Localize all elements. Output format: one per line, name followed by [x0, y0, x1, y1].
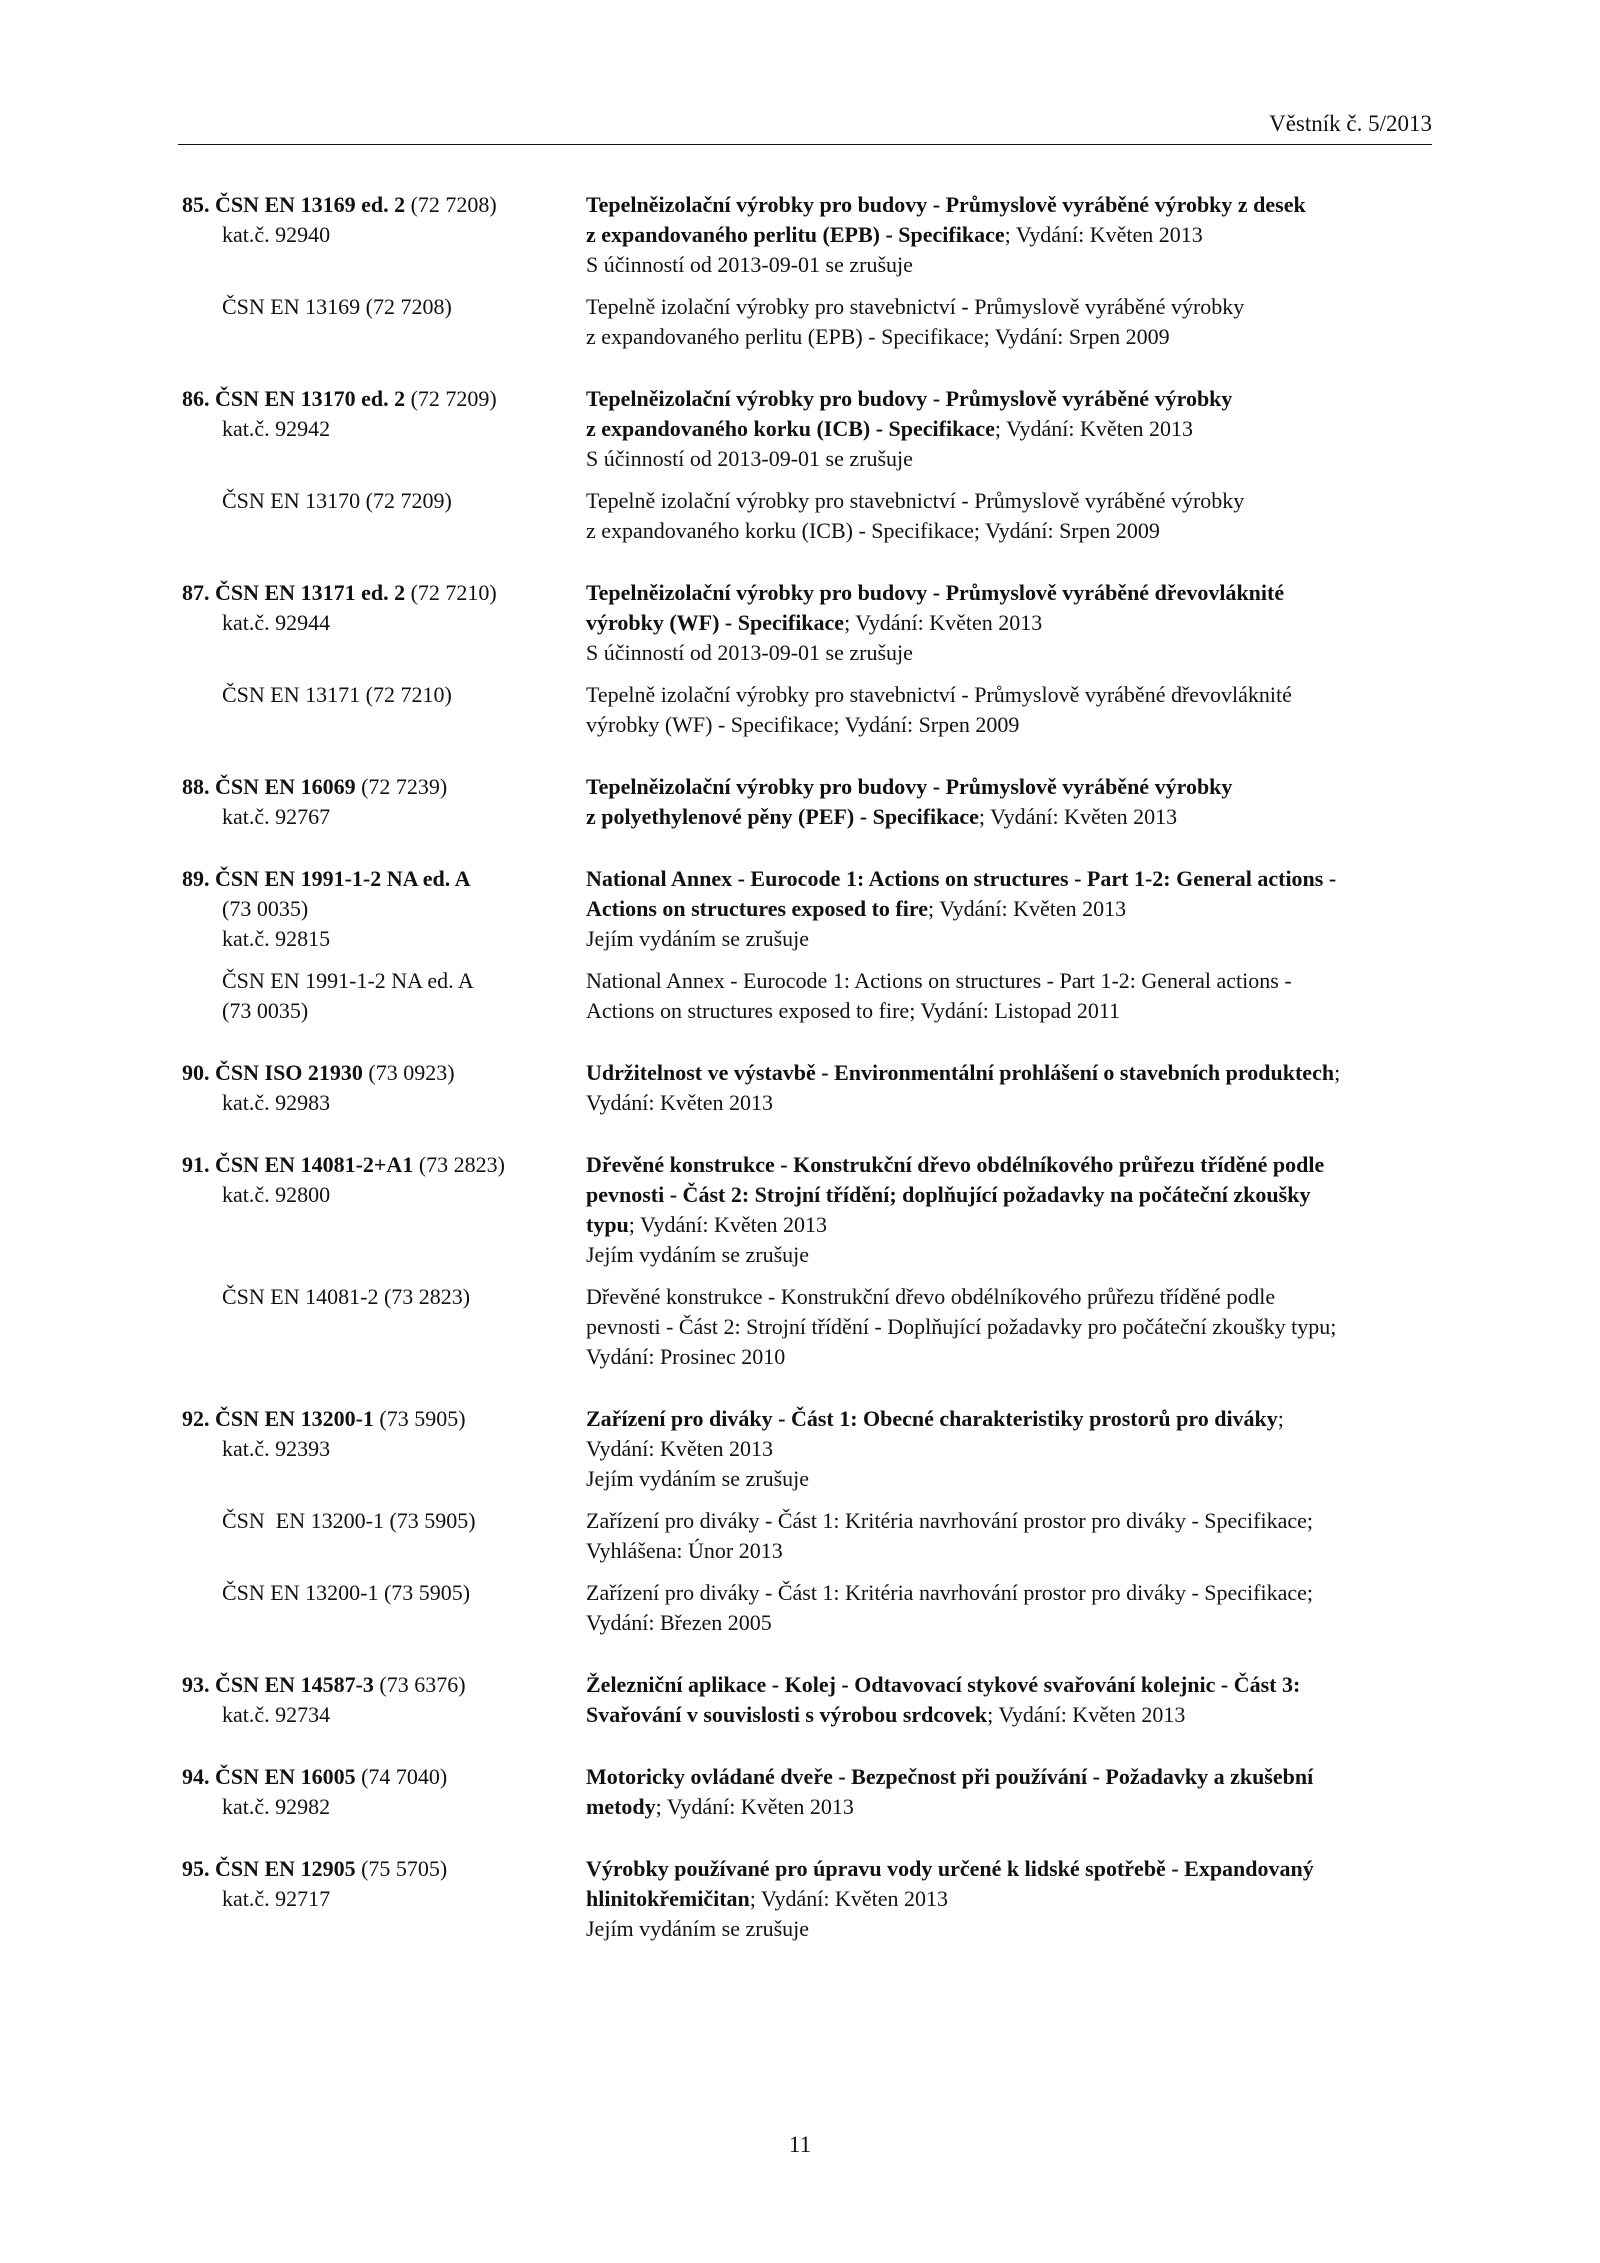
standard-code: ČSN EN 13170 ed. 2 [215, 386, 406, 411]
title-line: hlinitokřemičitan [586, 1886, 750, 1911]
title-line: Motoricky ovládané dveře - Bezpečnost při používání - Požadavky a zkušební [586, 1764, 1314, 1789]
class-code: (72 7210) [410, 580, 497, 605]
standard-title [586, 1762, 1432, 1822]
entry-number: 95. [182, 1856, 210, 1881]
catalog-number: kat.č. 92815 [222, 926, 331, 951]
replaced-standard-code: ČSN EN 13200-1 (73 5905) [222, 1580, 471, 1605]
replaced-title-line: Vydání: Březen 2005 [586, 1610, 772, 1635]
title-line: Tepelněizolační výrobky pro budovy - Průmyslově vyráběné výrobky z desek [586, 192, 1306, 217]
title-line: Dřevěné konstrukce - Konstrukční dřevo obdélníkového průřezu tříděné podle [586, 1152, 1325, 1177]
standard-entry-90 [178, 1058, 1432, 1118]
replaced-title-line: Zařízení pro diváky - Část 1: Kritéria navrhování prostor pro diváky - Specifikace; [586, 1580, 1313, 1605]
title-line: z expandovaného korku (ICB) - Specifikace [586, 416, 995, 441]
standard-entry-88 [178, 772, 1432, 832]
standard-code: ČSN EN 16005 [215, 1764, 356, 1789]
replaced-standard-row [178, 1578, 1432, 1638]
standard-id [178, 1670, 586, 1730]
replaced-standard-title [586, 680, 1432, 740]
standard-title [586, 190, 1432, 280]
page-number: 11 [788, 2132, 812, 2157]
title-line: Zařízení pro diváky - Část 1: Obecné charakteristiky prostorů pro diváky [586, 1406, 1278, 1431]
title-line: Svařování v souvislosti s výrobou srdcovek [586, 1702, 988, 1727]
entry-number: 91. [182, 1152, 210, 1177]
issue-date: ; Vydání: Květen 2013 [1004, 222, 1203, 247]
class-code: (73 2823) [418, 1152, 505, 1177]
catalog-number: kat.č. 92717 [222, 1886, 331, 1911]
bulletin-title: Věstník č. 5/2013 [1269, 111, 1432, 136]
entry-number: 87. [182, 580, 210, 605]
standard-entry-91 [178, 1150, 1432, 1372]
issue-date: Vydání: Květen 2013 [586, 1436, 773, 1461]
class-code: (73 6376) [379, 1672, 466, 1697]
replaced-standard-row [178, 486, 1432, 546]
issue-date: ; Vydání: Květen 2013 [749, 1886, 948, 1911]
standard-id [178, 190, 586, 280]
replaced-standard-row [178, 1506, 1432, 1566]
standard-title [586, 1670, 1432, 1730]
catalog-number: kat.č. 92940 [222, 222, 331, 247]
replaced-standard-row [178, 680, 1432, 740]
issue-date: ; Vydání: Květen 2013 [987, 1702, 1186, 1727]
title-line: metody [586, 1794, 656, 1819]
title-line: Tepelněizolační výrobky pro budovy - Průmyslově vyráběné výrobky [586, 386, 1233, 411]
validity-note: S účinností od 2013-09-01 se zrušuje [586, 640, 913, 665]
standard-title [586, 864, 1432, 954]
replaced-title-line: pevnosti - Část 2: Strojní třídění - Doplňující požadavky pro počáteční zkoušky typu; [586, 1314, 1337, 1339]
catalog-number: kat.č. 92982 [222, 1794, 331, 1819]
replaced-class-code: (73 0035) [222, 998, 309, 1023]
class-code: (72 7208) [410, 192, 497, 217]
catalog-number: kat.č. 92800 [222, 1182, 331, 1207]
class-code: (75 5705) [361, 1856, 448, 1881]
replaced-standard-row [178, 1282, 1432, 1372]
replaced-standard-code: ČSN EN 13170 (72 7209) [222, 488, 452, 513]
standard-code: ČSN EN 14587-3 [215, 1672, 374, 1697]
replaced-standard-code: ČSN EN 14081-2 (73 2823) [222, 1284, 471, 1309]
title-line: z expandovaného perlitu (EPB) - Specifikace [586, 222, 1005, 247]
standard-id [178, 1404, 586, 1494]
replaced-title-line: z expandovaného korku (ICB) - Specifikace; Vydání: Srpen 2009 [586, 518, 1160, 543]
issue-date: ; Vydání: Květen 2013 [628, 1212, 827, 1237]
standard-id [178, 384, 586, 474]
standard-id [178, 1762, 586, 1822]
standard-title [586, 1150, 1432, 1270]
entry-main-row [178, 1058, 1432, 1118]
replaced-title-line: Zařízení pro diváky - Část 1: Kritéria navrhování prostor pro diváky - Specifikace; [586, 1508, 1313, 1533]
standard-entry-89 [178, 864, 1432, 1026]
standard-code: ČSN EN 13169 ed. 2 [215, 192, 406, 217]
catalog-number: kat.č. 92944 [222, 610, 331, 635]
catalog-number: kat.č. 92734 [222, 1702, 331, 1727]
replaced-standard-code: ČSN EN 13171 (72 7210) [222, 682, 452, 707]
standard-entry-87 [178, 578, 1432, 740]
replaced-title-line: z expandovaného perlitu (EPB) - Specifikace; Vydání: Srpen 2009 [586, 324, 1170, 349]
entry-main-row [178, 190, 1432, 280]
replaced-standard-title [586, 1282, 1432, 1372]
standard-id [178, 1150, 586, 1270]
replaced-standard-title [586, 966, 1432, 1026]
entry-number: 89. [182, 866, 210, 891]
entry-main-row [178, 1670, 1432, 1730]
entry-number: 86. [182, 386, 210, 411]
entry-main-row [178, 1762, 1432, 1822]
replaced-standard-code: ČSN EN 13200-1 (73 5905) [222, 1508, 476, 1533]
entry-main-row [178, 578, 1432, 668]
replaced-title-line: Actions on structures exposed to fire; Vydání: Listopad 2011 [586, 998, 1121, 1023]
standard-title [586, 1404, 1432, 1494]
title-line: Tepelněizolační výrobky pro budovy - Průmyslově vyráběné dřevovláknité [586, 580, 1285, 605]
entry-number: 88. [182, 774, 210, 799]
standard-code: ČSN EN 13200-1 [215, 1406, 374, 1431]
replaced-title-line: Dřevěné konstrukce - Konstrukční dřevo obdélníkového průřezu tříděné podle [586, 1284, 1276, 1309]
title-line: Tepelněizolační výrobky pro budovy - Průmyslově vyráběné výrobky [586, 774, 1233, 799]
class-code: (72 7209) [410, 386, 497, 411]
title-line: Železniční aplikace - Kolej - Odtavovací stykové svařování kolejnic - Část 3: [586, 1672, 1301, 1697]
standard-id [178, 772, 586, 832]
replaced-title-line: National Annex - Eurocode 1: Actions on structures - Part 1-2: General actions - [586, 968, 1292, 993]
issue-date: ; Vydání: Květen 2013 [844, 610, 1043, 635]
standard-entry-95 [178, 1854, 1432, 1944]
replaced-title-line: Vyhlášena: Únor 2013 [586, 1538, 783, 1563]
standard-entry-94 [178, 1762, 1432, 1822]
validity-note: S účinností od 2013-09-01 se zrušuje [586, 252, 913, 277]
entry-main-row [178, 772, 1432, 832]
standard-title [586, 1854, 1432, 1944]
issue-date: Vydání: Květen 2013 [586, 1090, 773, 1115]
replaced-standard-title [586, 486, 1432, 546]
title-line: National Annex - Eurocode 1: Actions on structures - Part 1-2: General actions - [586, 866, 1337, 891]
entry-number: 90. [182, 1060, 210, 1085]
standard-code: ČSN EN 1991-1-2 NA ed. A [215, 866, 471, 891]
standard-code: ČSN ISO 21930 [215, 1060, 363, 1085]
standard-entry-85 [178, 190, 1432, 352]
title-punct: ; [1277, 1406, 1284, 1431]
replaced-standard-row [178, 292, 1432, 352]
replaced-standard-title [586, 1506, 1432, 1566]
standard-title [586, 1058, 1432, 1118]
title-line: výrobky (WF) - Specifikace [586, 610, 845, 635]
issue-date: ; Vydání: Květen 2013 [978, 804, 1178, 829]
validity-note: Jejím vydáním se zrušuje [586, 1916, 810, 1941]
standard-code: ČSN EN 12905 [215, 1856, 356, 1881]
issue-date: ; Vydání: Květen 2013 [655, 1794, 854, 1819]
standard-title [586, 578, 1432, 668]
page-header [178, 108, 1432, 145]
title-line: Actions on structures exposed to fire [586, 896, 928, 921]
class-code: (73 0035) [222, 896, 309, 921]
entry-main-row [178, 1854, 1432, 1944]
standard-entry-92 [178, 1404, 1432, 1638]
catalog-number: kat.č. 92767 [222, 804, 331, 829]
standard-id [178, 1854, 586, 1944]
entry-number: 92. [182, 1406, 210, 1431]
class-code: (73 5905) [379, 1406, 466, 1431]
title-line: typu [586, 1212, 629, 1237]
standards-list [178, 190, 1432, 1976]
standard-id [178, 864, 586, 954]
replaced-title-line: výrobky (WF) - Specifikace; Vydání: Srpen 2009 [586, 712, 1020, 737]
replaced-title-line: Tepelně izolační výrobky pro stavebnictví - Průmyslově vyráběné dřevovláknité [586, 682, 1292, 707]
issue-date: ; Vydání: Květen 2013 [928, 896, 1127, 921]
title-line: z polyethylenové pěny (PEF) - Specifikace [586, 804, 979, 829]
title-line: Udržitelnost ve výstavbě - Environmentální prohlášení o stavebních produktech [586, 1060, 1335, 1085]
standard-id [178, 1058, 586, 1118]
validity-note: Jejím vydáním se zrušuje [586, 1466, 810, 1491]
entry-main-row [178, 1404, 1432, 1494]
replaced-standard-title [586, 1578, 1432, 1638]
replaced-standard-title [586, 292, 1432, 352]
replaced-standard-row [178, 966, 1432, 1026]
title-line: pevnosti - Část 2: Strojní třídění; doplňující požadavky na počáteční zkoušky [586, 1182, 1311, 1207]
entry-main-row [178, 864, 1432, 954]
catalog-number: kat.č. 92942 [222, 416, 331, 441]
entry-main-row [178, 1150, 1432, 1270]
replaced-title-line: Vydání: Prosinec 2010 [586, 1344, 786, 1369]
standard-title [586, 384, 1432, 474]
class-code: (74 7040) [361, 1764, 448, 1789]
standard-entry-86 [178, 384, 1432, 546]
catalog-number: kat.č. 92393 [222, 1436, 331, 1461]
validity-note: Jejím vydáním se zrušuje [586, 926, 810, 951]
validity-note: S účinností od 2013-09-01 se zrušuje [586, 446, 913, 471]
standard-entry-93 [178, 1670, 1432, 1730]
validity-note: Jejím vydáním se zrušuje [586, 1242, 810, 1267]
standard-title [586, 772, 1432, 832]
class-code: (73 0923) [368, 1060, 455, 1085]
class-code: (72 7239) [361, 774, 448, 799]
standard-code: ČSN EN 14081-2+A1 [215, 1152, 414, 1177]
standard-id [178, 578, 586, 668]
title-line: Výrobky používané pro úpravu vody určené k lidské spotřebě - Expandovaný [586, 1856, 1314, 1881]
replaced-standard-code: ČSN EN 1991-1-2 NA ed. A [222, 968, 474, 993]
entry-number: 94. [182, 1764, 210, 1789]
standard-code: ČSN EN 13171 ed. 2 [215, 580, 406, 605]
issue-date: ; Vydání: Květen 2013 [994, 416, 1194, 441]
entry-number: 85. [182, 192, 210, 217]
entry-main-row [178, 384, 1432, 474]
catalog-number: kat.č. 92983 [222, 1090, 331, 1115]
standard-code: ČSN EN 16069 [215, 774, 356, 799]
title-punct: ; [1334, 1060, 1341, 1085]
replaced-title-line: Tepelně izolační výrobky pro stavebnictví - Průmyslově vyráběné výrobky [586, 488, 1245, 513]
entry-number: 93. [182, 1672, 210, 1697]
replaced-title-line: Tepelně izolační výrobky pro stavebnictví - Průmyslově vyráběné výrobky [586, 294, 1245, 319]
replaced-standard-code: ČSN EN 13169 (72 7208) [222, 294, 452, 319]
